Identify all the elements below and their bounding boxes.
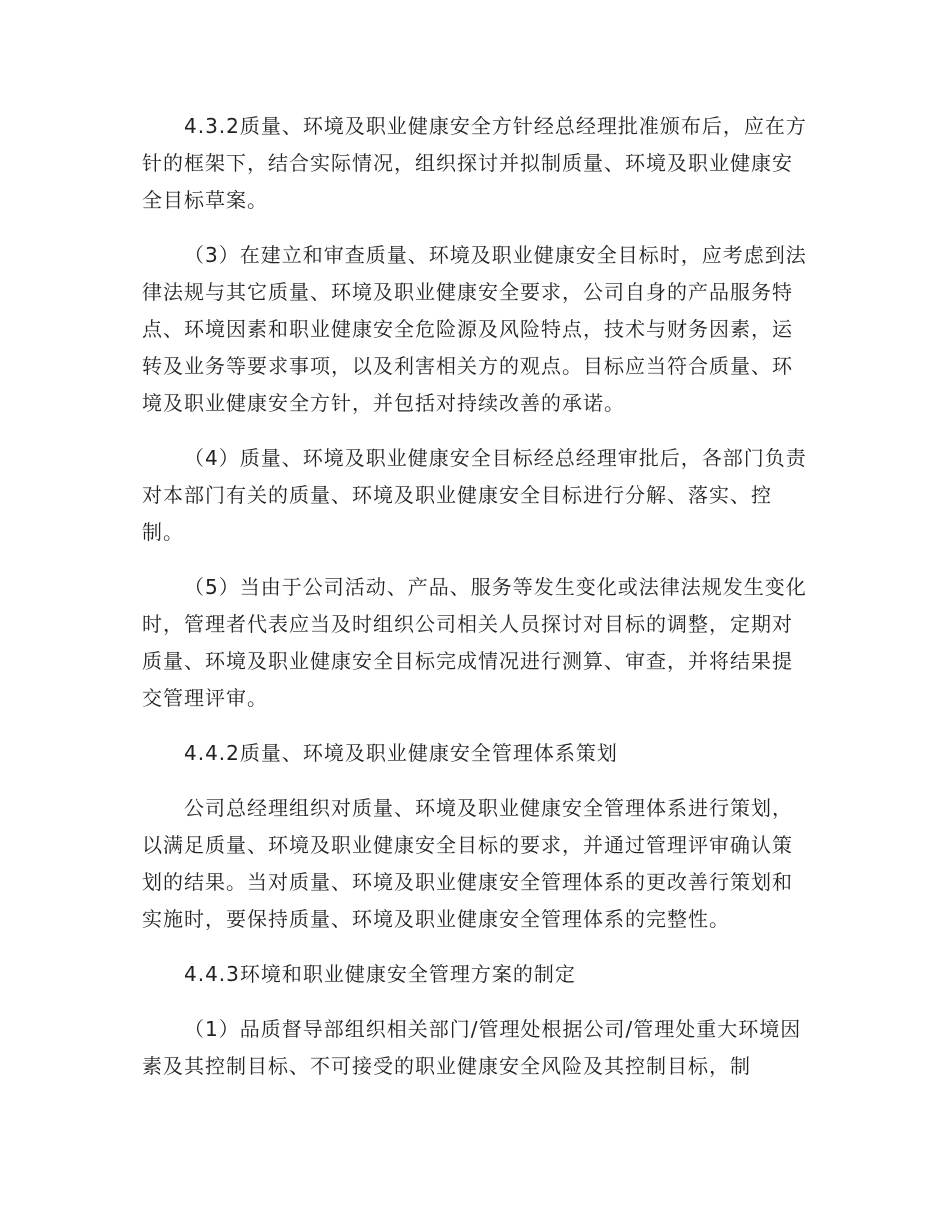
section-heading-4-4-3: 4.4.3环境和职业健康安全管理方案的制定 — [184, 962, 576, 986]
section-heading-4-4-2: 4.4.2质量、环境及职业健康安全管理体系策划 — [184, 741, 618, 765]
document-body — [142, 108, 812, 1085]
paragraph-item-5: （5）当由于公司活动、产品、服务等发生变化或法律法规发生变化时，管理者代表应当及时组织公司相关人员探讨对目标的调整，定期对质量、环境及职业健康安全目标完成情况进行测算、审查，并将结果提交管理评审。 — [142, 575, 807, 710]
paragraph-4-3-2: 4.3.2质量、环境及职业健康安全方针经总经理批准颁布后，应在方针的框架下，结合实际情况，组织探讨并拟制质量、环境及职业健康安全目标草案。 — [142, 114, 807, 212]
paragraph-item-4: （4）质量、环境及职业健康安全目标经总经理审批后，各部门负责对本部门有关的质量、环境及职业健康安全目标进行分解、落实、控制。 — [142, 446, 807, 544]
paragraph-4-4-2-body: 公司总经理组织对质量、环境及职业健康安全管理体系进行策划，以满足质量、环境及职业健康安全目标的要求，并通过管理评审确认策划的结果。当对质量、环境及职业健康安全管理体系的更改善行策划和实施时，要保持质量、环境及职业健康安全管理体系的完整性。 — [142, 796, 793, 931]
paragraph-item-3: （3）在建立和审查质量、环境及职业健康安全目标时，应考虑到法律法规与其它质量、环境及职业健康安全要求，公司自身的产品服务特点、环境因素和职业健康安全危险源及风险特点，技术与财务因素，运转及业务等要求事项，以及利害相关方的观点。目标应当符合质量、环境及职业健康安全方针，并包括对持续改善的承诺。 — [142, 243, 807, 415]
paragraph-4-4-3-item-1: （1）品质督导部组织相关部门/管理处根据公司/管理处重大环境因素及其控制目标、不可接受的职业健康安全风险及其控制目标，制 — [142, 1017, 802, 1078]
